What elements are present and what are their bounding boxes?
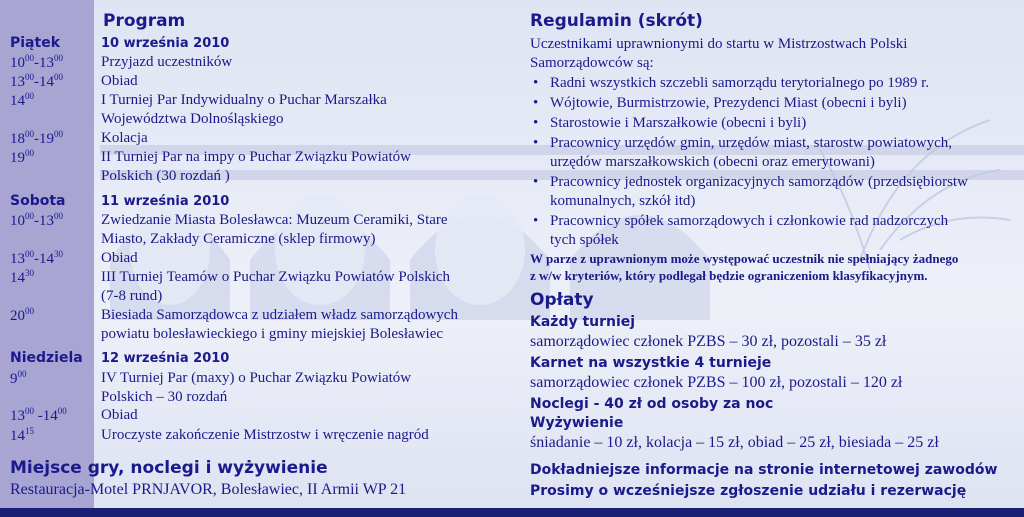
bullet-4-cont: urzędów marszałkowskich (obecni oraz emerytowani) <box>550 154 875 170</box>
regulamin-note-1: W parze z uprawnionym może występować uczestnik nie spełniający żadnego <box>530 251 959 266</box>
event-sat-3: III Turniej Teamów o Puchar Związku Powiatów Polskich <box>101 269 451 285</box>
footer-info: Dokładniejsze informacje na stronie internetowej zawodów <box>530 462 998 478</box>
event-sat-3-cont: (7-8 rund) <box>101 288 163 304</box>
fee-label-1: Każdy turniej <box>530 314 636 330</box>
bullet-dot: • <box>533 75 539 91</box>
time-fri-3: $14^{00}$ <box>10 91 34 109</box>
event-sat-4-cont: powiatu bolesławieckiego i gminy miejskiej Bolesławiec <box>101 326 444 342</box>
event-sat-1: Zwiedzanie Miasta Bolesławca: Muzeum Ceramiki, Stare <box>101 212 448 228</box>
regulamin-intro-1: Uczestnikami uprawnionymi do startu w Mistrzostwach Polski <box>530 36 908 52</box>
fee-value-4: śniadanie – 10 zł, kolacja – 15 zł, obiad – 25 zł, biesiada – 25 zł <box>530 434 939 451</box>
bullet-dot: • <box>533 213 539 229</box>
event-fri-2: Obiad <box>101 73 138 89</box>
event-fri-4: Kolacja <box>101 130 148 146</box>
event-sun-2: Obiad <box>101 407 138 423</box>
event-fri-1: Przyjazd uczestników <box>101 54 233 70</box>
event-sun-3: Uroczyste zakończenie Mistrzostw i wręczenie nagród <box>101 427 429 443</box>
bullet-dot: • <box>533 174 539 190</box>
event-sat-4: Biesiada Samorządowca z udziałem władz samorządowych <box>101 307 458 323</box>
bullet-6: Pracownicy spółek samorządowych i członkowie rad nadzorczych <box>550 213 949 229</box>
time-sat-1: $10^{00}-13^{00}$ <box>10 211 63 229</box>
fee-label-2: Karnet na wszystkie 4 turnieje <box>530 355 772 371</box>
regulamin-note-2: z w/w kryteriów, który podlegał będzie ograniczeniom klasyfikacyjnym. <box>530 268 928 283</box>
day-sunday: Niedziela <box>10 350 83 366</box>
bullet-dot: • <box>533 115 539 131</box>
fee-label-3: Noclegi - 40 zł od osoby za noc <box>530 396 774 412</box>
fee-value-1: samorządowiec członek PZBS – 30 zł, pozostali – 35 zł <box>530 333 887 350</box>
event-fri-5: II Turniej Par na impy o Puchar Związku Powiatów <box>101 149 411 165</box>
time-sat-2: $13^{00}-14^{30}$ <box>10 249 63 267</box>
time-fri-5: $19^{00}$ <box>10 148 34 166</box>
footer-reservation: Prosimy o wcześniejsze zgłoszenie udziału i rezerwację <box>530 483 967 499</box>
time-sun-2: $13^{00}$ $-14^{00}$ <box>10 406 67 424</box>
time-sun-1: $9^{00}$ <box>10 369 27 387</box>
day-saturday: Sobota <box>10 193 66 209</box>
event-fri-3: I Turniej Par Indywidualny o Puchar Marszałka <box>101 92 387 108</box>
bullet-6-cont: tych spółek <box>550 232 619 248</box>
time-fri-2: $13^{00}-14^{00}$ <box>10 72 63 90</box>
bullet-2: Wójtowie, Burmistrzowie, Prezydenci Miast (obecni i byli) <box>550 95 907 111</box>
event-fri-5-cont: Polskich (30 rozdań ) <box>101 168 230 184</box>
time-sat-4: $20^{00}$ <box>10 306 34 324</box>
date-friday: 10 września 2010 <box>101 36 230 51</box>
time-sat-3: $14^{30}$ <box>10 268 34 286</box>
date-sunday: 12 września 2010 <box>101 351 230 366</box>
oplaty-title: Opłaty <box>530 290 594 310</box>
bullet-dot: • <box>533 95 539 111</box>
bullet-5-cont: komunalnych, szkół itd) <box>550 193 696 209</box>
bullet-5: Pracownicy jednostek organizacyjnych samorządów (przedsiębiorstw <box>550 174 968 190</box>
program-title: Program <box>103 11 186 31</box>
bottom-border <box>0 508 1024 517</box>
event-fri-3-cont: Województwa Dolnośląskiego <box>101 111 284 127</box>
time-fri-1: $10^{00}-13^{00}$ <box>10 53 63 71</box>
bullet-1: Radni wszystkich szczebli samorządu terytorialnego po 1989 r. <box>550 75 930 91</box>
venue-title: Miejsce gry, noclegi i wyżywienie <box>10 458 328 478</box>
event-sat-1-cont: Miasto, Zakłady Ceramiczne (sklep firmowy) <box>101 231 376 247</box>
time-sun-3: $14^{15}$ <box>10 426 34 444</box>
bullet-dot: • <box>533 135 539 151</box>
event-sun-1-cont: Polskich – 30 rozdań <box>101 389 228 405</box>
fee-label-4: Wyżywienie <box>530 415 624 431</box>
time-fri-4: $18^{00}-19^{00}$ <box>10 129 63 147</box>
regulamin-intro-2: Samorządowców są: <box>530 55 654 71</box>
bullet-4: Pracownicy urzędów gmin, urzędów miast, starostw powiatowych, <box>550 135 952 151</box>
event-sun-1: IV Turniej Par (maxy) o Puchar Związku Powiatów <box>101 370 412 386</box>
fee-value-2: samorządowiec członek PZBS – 100 zł, pozostali – 120 zł <box>530 374 903 391</box>
date-saturday: 11 września 2010 <box>101 194 230 209</box>
bullet-3: Starostowie i Marszałkowie (obecni i byli) <box>550 115 807 131</box>
event-sat-2: Obiad <box>101 250 138 266</box>
day-friday: Piątek <box>10 35 61 51</box>
venue-text: Restauracja-Motel PRNJAVOR, Bolesławiec, II Armii WP 21 <box>10 481 407 498</box>
regulamin-title: Regulamin (skrót) <box>530 11 703 31</box>
